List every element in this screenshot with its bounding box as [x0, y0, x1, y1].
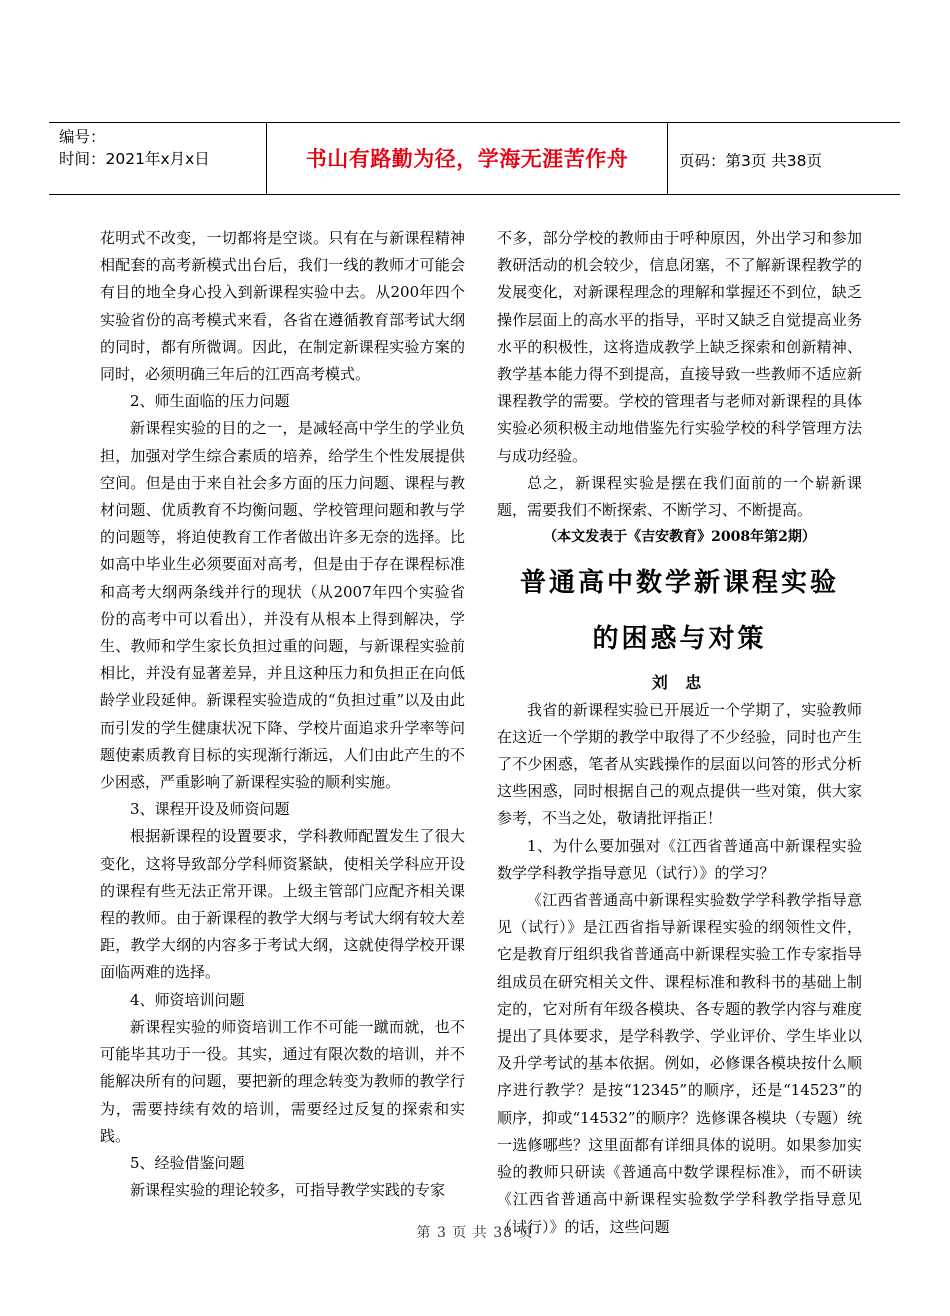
article-title: 普通高中数学新课程实验 — [519, 568, 839, 599]
header-divider — [667, 123, 668, 194]
paragraph: 总之，新课程实验是摆在我们面前的一个崭新课题，需要我们不断探索、不断学习、不断提高。 — [497, 473, 862, 520]
page-header — [49, 122, 900, 195]
paragraph: 新课程实验的理论较多，可指导教学实践的专家 — [130, 1181, 446, 1200]
publication-source: （本文发表于《吉安教育》2008年第2期） — [543, 529, 816, 546]
paragraph: 新课程实验的目的之一，是减轻高中学生的学业负担，加强对学生综合素质的培养，给学生个性发展提供空间。但是由于来自社会多方面的压力问题、课程与教材问题、优质教育不均衡问题、学校管理问题和教与学的问题等，将迫使教育工作者做出许多无奈的选择。比如高中毕业生必须要面对高考，但是由于存在课程标准和高考大纲两条线并行的现状（从2007年四个实验省份的高考中可以看出），并没有从根本上得到解决，学生、教师和学生家长负担过重的问题，与新课程实验前相比，并没有显著差异，并且这种压力和负担正在向低龄学业段延伸。新课程实验造成的“负担过重”以及由此而引发的学生健康状况下降、学校片面追求升学率等问题使素质教育目标的实现渐行渐远，人们由此产生的不少困惑，严重影响了新课程实验的顺利实施。 — [100, 419, 465, 792]
header-page-info: 页码：第3页 共38页 — [679, 152, 823, 170]
section-heading: 3、课程开设及师资问题 — [130, 800, 290, 819]
question-heading: 1、为什么要加强对《江西省普通高中新课程实验数学学科教学指导意见（试行）》的学习？ — [497, 836, 862, 882]
paragraph: 我省的新课程实验已开展近一个学期了，实验教师在这近一个学期的教学中取得了不少经验，同时也产生了不少困惑，笔者从实践操作的层面以问答的形式分析这些困惑，同时根据自己的观点提供一些对策，供大家参考，不当之处，敬请批评指正！ — [497, 700, 862, 828]
section-heading: 4、师资培训问题 — [130, 990, 245, 1009]
article-title: 的困惑与对策 — [592, 624, 767, 655]
author-name: 刘 忠 — [651, 673, 708, 693]
left-column — [100, 225, 465, 1204]
page-footer: 第 3 页 共 38 页 — [416, 1225, 534, 1241]
time-label: 时间：2021年x月x日 — [59, 150, 210, 168]
section-heading: 2、师生面临的压力问题 — [130, 392, 290, 411]
number-label: 编号： — [59, 128, 106, 146]
paragraph: 花明式不改变，一切都将是空谈。只有在与新课程精神相配套的高考新模式出台后，我们一线的教师才可能会有目的地全身心投入到新课程实验中去。从200年四个实验省份的高考模式来看，各省在遵循教育部考试大纲的同时，都有所微调。因此，在制定新课程实验方案的同时，必须明确三年后的江西高考模式。 — [100, 229, 465, 384]
paragraph: 不多，部分学校的教师由于呼种原因，外出学习和参加教研活动的机会较少，信息闭塞，不了解新课程教学的发展变化，对新课程理念的理解和掌握还不到位，缺乏操作层面上的高水平的指导，平时又缺乏自觉提高业务水平的积极性，这将造成教学上缺乏探索和创新精神、教学基本能力得不到提高，直接导致一些教师不适应新课程教学的需要。学校的管理者与老师对新课程的具体实验必须积极主动地借鉴先行实验学校的科学管理方法与成功经验。 — [497, 229, 862, 465]
paragraph: 新课程实验的师资培训工作不可能一蹴而就，也不可能毕其功于一役。其实，通过有限次数的培训，并不能解决所有的问题，要把新的理念转变为教师的教学行为，需要持续有效的培训，需要经过反复的探索和实践。 — [100, 1017, 465, 1145]
paragraph: 根据新课程的设置要求，学科教师配置发生了很大变化，这将导致部分学科师资紧缺，使相关学科应开设的课程有些无法正常开课。上级主管部门应配齐相关课程的教师。由于新课程的教学大纲与考试大纲有较大差距，教学大纲的内容多于考试大纲，这就使得学校开课面临两难的选择。 — [100, 827, 465, 982]
paragraph: 《江西省普通高中新课程实验数学学科教学指导意见（试行）》是江西省指导新课程实验的纲领性文件，它是教育厅组织我省普通高中新课程实验工作专家指导组成员在研究相关文件、课程标准和教科书的基础上制定的，它对所有年级各模块、各专题的教学内容与难度提出了具体要求，是学科教学、学业评价、学生毕业以及升学考试的基本依据。例如，必修课各模块按什么顺序进行教学？是按“12345”的顺序，还是“14523”的顺序，抑或“14532”的顺序？选修课各模块（专题）统一选修哪些？这里面都有详细具体的说明。如果参加实验的教师只研读《普通高中数学课程标准》，而不研读《江西省普通高中新课程实验数学学科教学指导意见（试行）》的话，这些问题 — [497, 891, 862, 1236]
section-heading: 5、经验借鉴问题 — [130, 1153, 245, 1172]
header-meta — [59, 126, 264, 170]
header-motto: 书山有路勤为径，学海无涯苦作舟 — [305, 147, 629, 171]
right-column — [497, 225, 862, 1241]
